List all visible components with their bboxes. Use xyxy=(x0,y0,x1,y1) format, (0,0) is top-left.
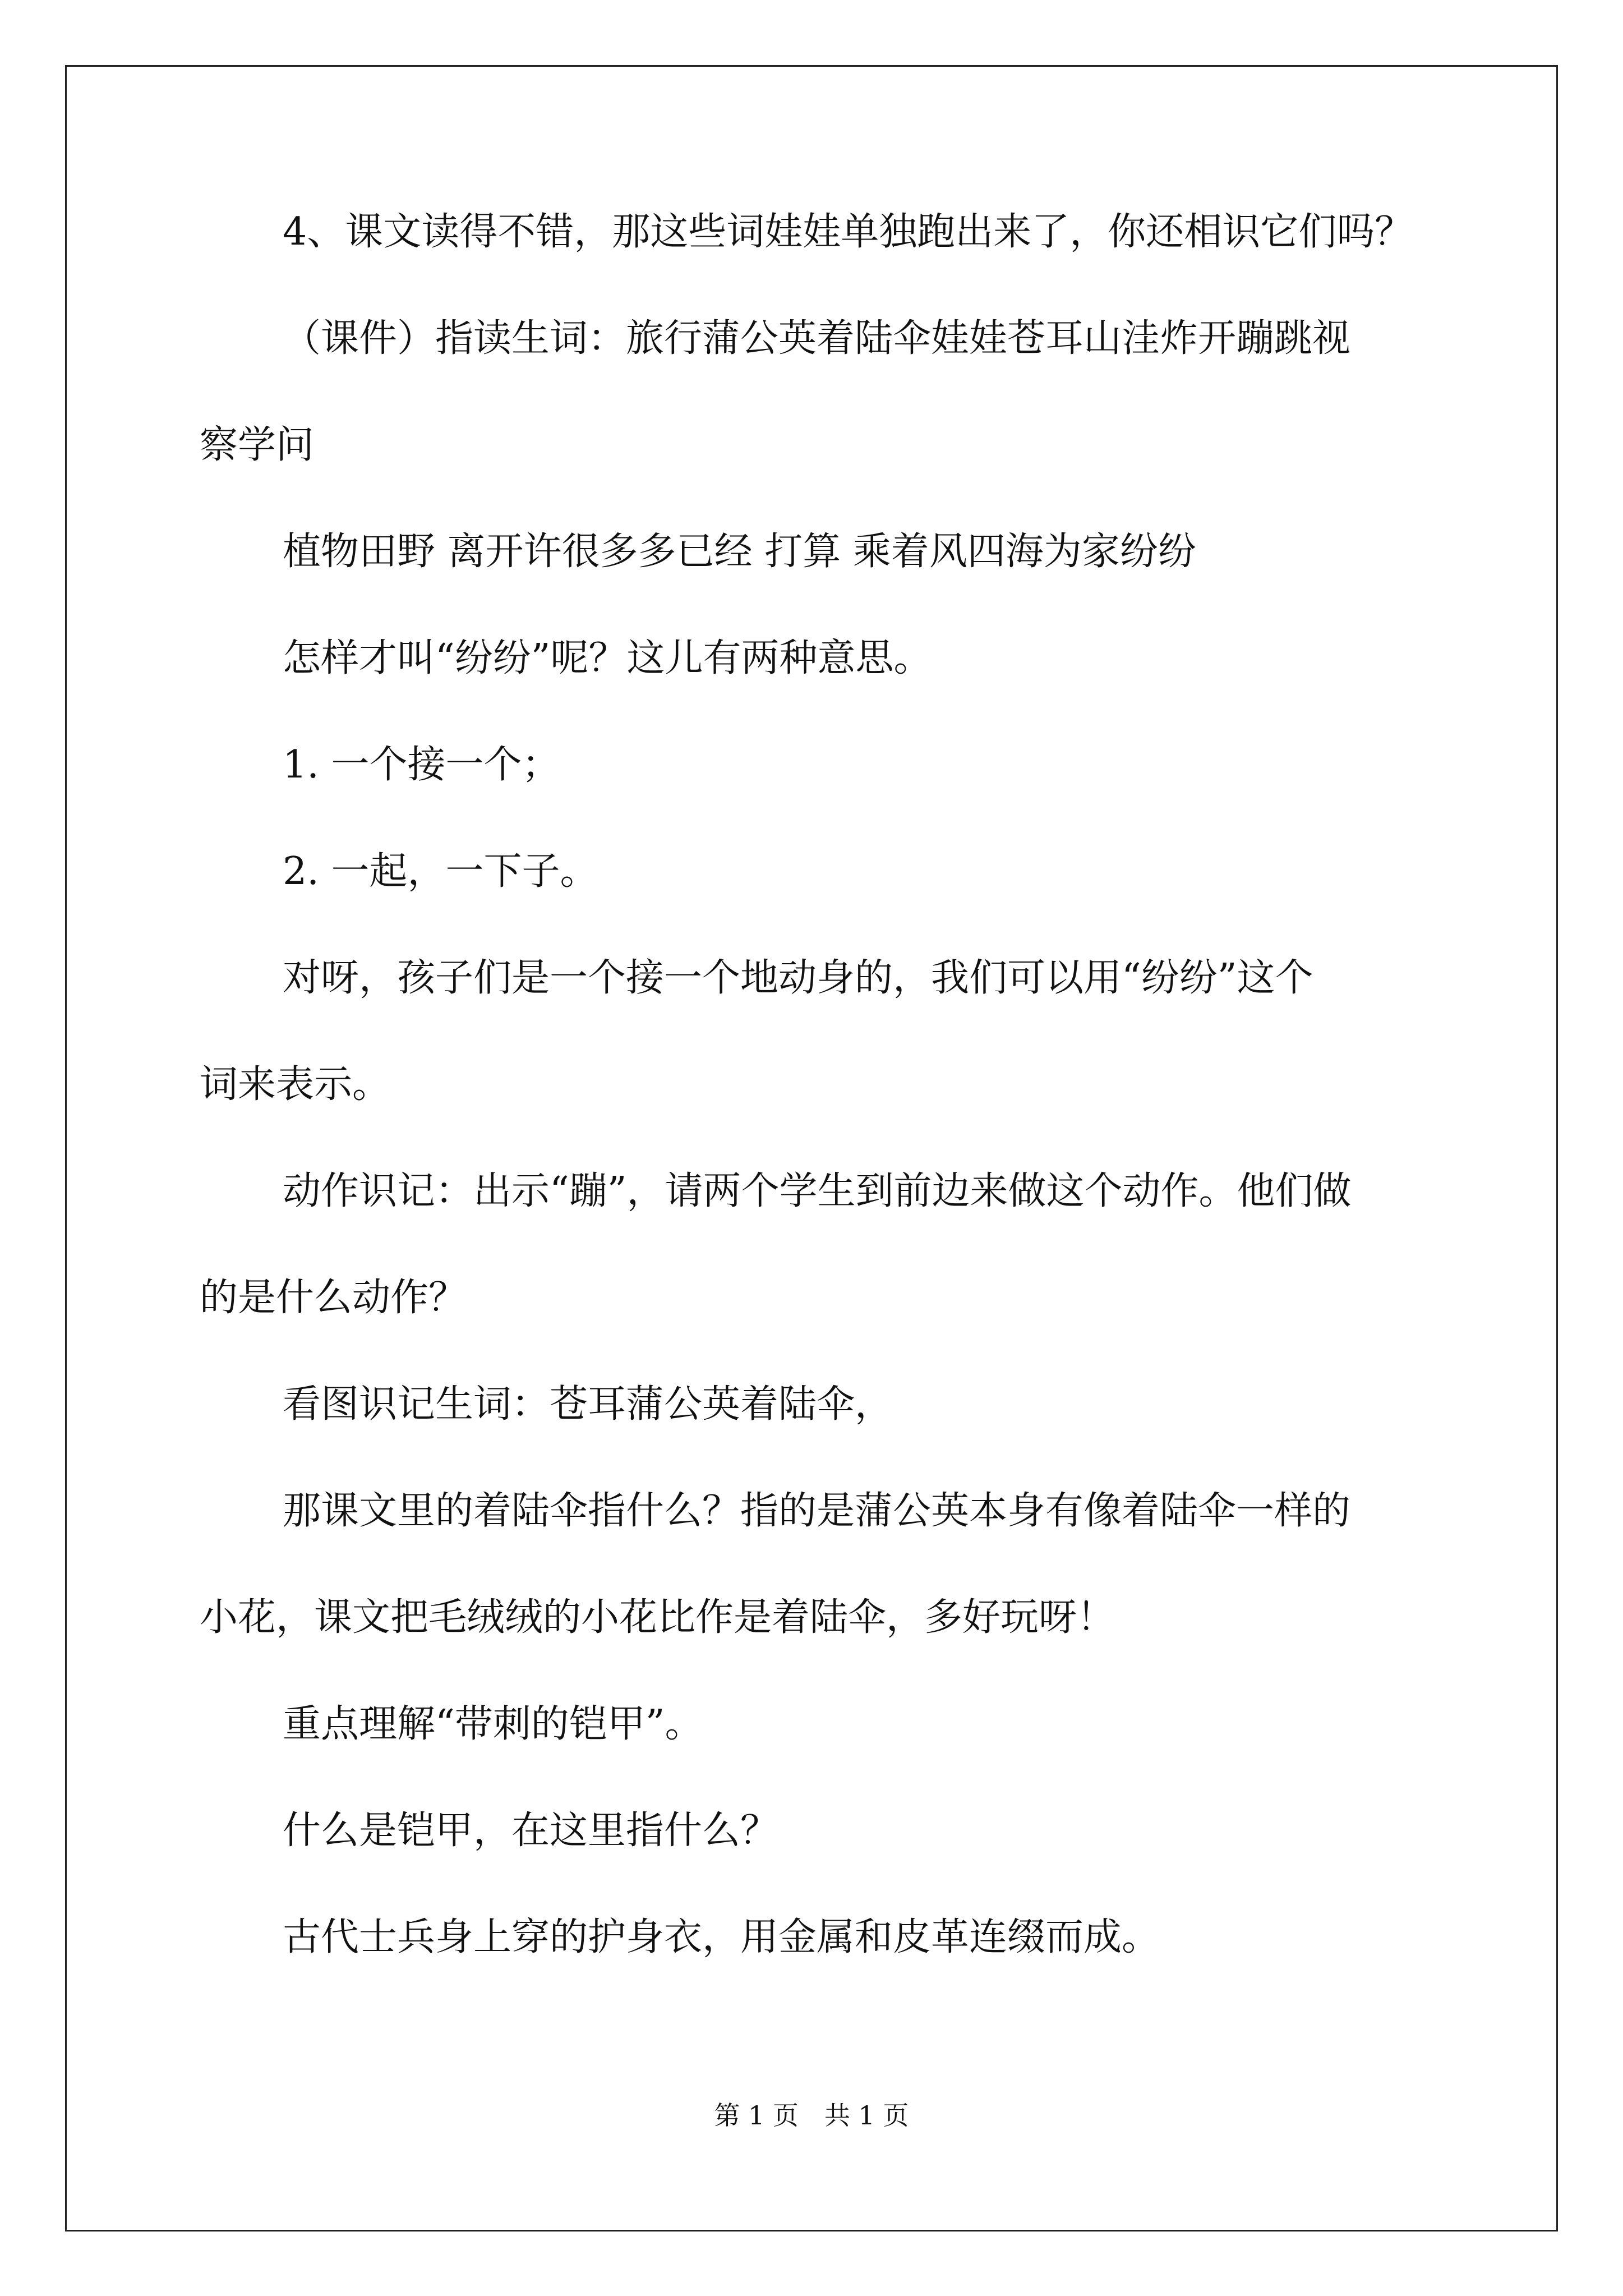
paragraph-line: 怎样才叫“纷纷”呢？这儿有两种意思。 xyxy=(283,636,932,680)
paragraph-line: 小花，课文把毛绒绒的小花比作是着陆伞，多好玩呀！ xyxy=(200,1595,1115,1640)
paragraph-line: 看图识记生词：苍耳蒲公英着陆伞， xyxy=(283,1382,893,1427)
paragraph-line: 1. 一个接一个； xyxy=(283,743,560,787)
page-number-footer: 第 1 页 共 1 页 xyxy=(714,2100,909,2131)
paragraph-line: 的是什么动作？ xyxy=(200,1276,467,1320)
paragraph-line: 什么是铠甲，在这里指什么？ xyxy=(283,1809,779,1853)
paragraph-line: 重点理解“带刺的铠甲”。 xyxy=(283,1702,703,1746)
paragraph-line: 察学问 xyxy=(200,423,315,467)
paragraph-line: 2. 一起，一下子。 xyxy=(283,849,598,894)
paragraph-line: （课件）指读生词：旅行蒲公英着陆伞娃娃苍耳山洼炸开蹦跳视 xyxy=(283,316,1351,361)
paragraph-line: 那课文里的着陆伞指什么？指的是蒲公英本身有像着陆伞一样的 xyxy=(283,1489,1351,1533)
page-border xyxy=(65,65,1558,2231)
paragraph-line: 4、课文读得不错，那这些词娃娃单独跑出来了，你还相识它们吗？ xyxy=(283,210,1413,254)
paragraph-line: 古代士兵身上穿的护身衣，用金属和皮革连缀而成。 xyxy=(283,1915,1160,1959)
paragraph-line: 动作识记：出示“蹦”，请两个学生到前边来做这个动作。他们做 xyxy=(283,1169,1352,1213)
paragraph-line: 植物田野 离开许很多多已经 打算 乘着风四海为家纷纷 xyxy=(283,530,1196,574)
paragraph-line: 对呀，孩子们是一个接一个地动身的，我们可以用“纷纷”这个 xyxy=(283,956,1313,1000)
paragraph-line: 词来表示。 xyxy=(200,1062,391,1107)
